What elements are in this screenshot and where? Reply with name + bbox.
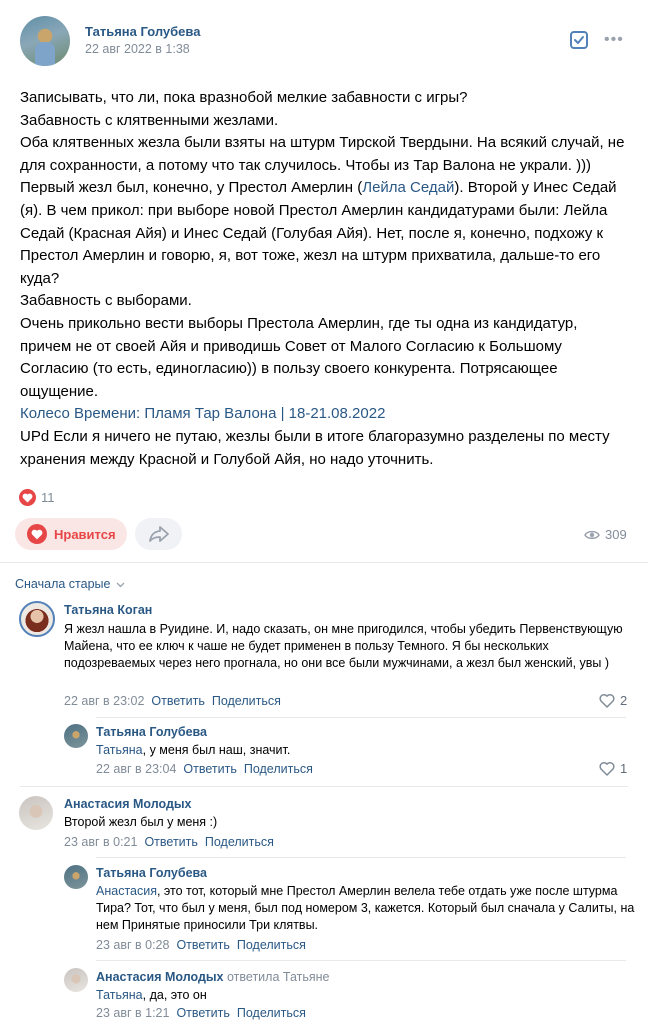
- post-paragraph: [20, 132, 630, 177]
- share-link[interactable]: Поделиться: [236, 1006, 306, 1020]
- share-link[interactable]: Поделиться: [204, 835, 274, 849]
- comment-avatar[interactable]: [19, 796, 53, 830]
- post-text-span: Забавность с выборами.: [20, 292, 192, 310]
- author-name[interactable]: Татьяна Голубева: [85, 24, 201, 39]
- comment-meta: [64, 694, 288, 708]
- comment-author[interactable]: [96, 970, 329, 984]
- post-paragraph: [20, 87, 630, 110]
- post-text-span: Очень прикольно вести выборы Престола Амерлин, где ты одна из кандидатур, причем не от своей Айя и приводишь Совет от Малого Согласию к Большому Согласию (то есть, единогласию)) в пользу своего конкурента. Потрясающее ощущение.: [20, 314, 578, 400]
- chevron-down-icon: [116, 582, 125, 588]
- comment-avatar[interactable]: [64, 968, 88, 992]
- comment-separator: [20, 786, 628, 787]
- reply-button[interactable]: Ответить: [176, 938, 230, 952]
- heart-icon[interactable]: [19, 489, 36, 506]
- comment-meta: [96, 1006, 313, 1020]
- comment-like[interactable]: [599, 761, 627, 776]
- like-count: 1: [620, 761, 628, 776]
- comment-text: Анастасия, это тот, который мне Престол Амерлин велела тебе отдать уже после штурма Тира? Тот, что был у меня, был под номером 3, кажется. Который был сначала у Салиты, на нем Принятые приносили Три клятвы.: [96, 884, 635, 932]
- more-dots-icon[interactable]: •••: [604, 31, 624, 48]
- reaction-count[interactable]: 11: [41, 490, 55, 505]
- comment-author[interactable]: Татьяна Голубева: [96, 866, 208, 880]
- replied-to[interactable]: ответила Татьяне: [227, 970, 330, 984]
- reply-button[interactable]: Ответить: [151, 694, 205, 708]
- author-avatar[interactable]: [20, 16, 70, 66]
- share-arrow-icon: [148, 525, 170, 543]
- post-text-span: ). Второй у Инес Седай (я). В чем прикол: при выборе новой Престол Амерлин кандидатурами были: Лейла Седай (Красная Айя) и Инес Седай (Голубая Айя). Нет, после я, конечно, подхожу к Престол Амерлин и говорю, я, вот тоже, жезл на штурм прихватила, дальше-то его куда?: [20, 179, 617, 287]
- addressee-link[interactable]: Татьяна: [96, 988, 143, 1002]
- sort-toggle[interactable]: [15, 577, 125, 591]
- addressee-link[interactable]: Татьяна: [96, 743, 143, 757]
- post-text-span: Оба клятвенных жезла были взяты на штурм Тирской Твердыни. На всякий случай, не для сохранности, а потому что так случилось. Чтобы из Тар Валона не украли. ))): [20, 134, 625, 174]
- share-link[interactable]: Поделиться: [243, 762, 313, 776]
- comment-date[interactable]: 22 авг в 23:02: [64, 694, 145, 708]
- comment-separator: [96, 857, 626, 858]
- bookmark-check-icon[interactable]: [570, 31, 588, 49]
- heart-icon: [27, 524, 47, 544]
- post-paragraph: [20, 110, 630, 133]
- reply-button[interactable]: Ответить: [183, 762, 237, 776]
- comment-avatar[interactable]: [64, 865, 88, 889]
- comment-author[interactable]: Анастасия Молодых: [64, 797, 192, 811]
- post-link[interactable]: Лейла Седай: [362, 179, 455, 197]
- comment-avatar[interactable]: [64, 724, 88, 748]
- comment-date[interactable]: 23 авг в 0:21: [64, 835, 138, 849]
- post-text-span: Первый жезл был, конечно, у Престол Амерлин (: [20, 179, 363, 197]
- sort-label: Сначала старые: [15, 577, 111, 591]
- views-count: 309: [605, 527, 627, 542]
- post-text-span: UPd Если я ничего не путаю, жезлы были в итоге благоразумно разделены по месту хранения между Красной и Голубой Айя, но надо уточнить.: [20, 427, 610, 468]
- post-paragraph: [20, 290, 630, 313]
- comment-date[interactable]: 23 авг в 0:28: [96, 938, 170, 952]
- comment-author[interactable]: Татьяна Голубева: [96, 725, 208, 739]
- share-link[interactable]: Поделиться: [211, 694, 281, 708]
- eye-icon: [584, 528, 600, 546]
- comment-meta: [64, 835, 281, 849]
- like-count: 2: [620, 693, 628, 708]
- post-link[interactable]: Колесо Времени: Пламя Тар Валона | 18-21.08.2022: [20, 405, 386, 423]
- addressee-link[interactable]: Анастасия: [96, 884, 157, 898]
- post-date[interactable]: 22 авг 2022 в 1:38: [85, 42, 190, 56]
- post-paragraph: [20, 313, 630, 403]
- comment-separator: [96, 717, 626, 718]
- comment-meta: [96, 762, 320, 776]
- share-button[interactable]: [135, 518, 182, 550]
- comment-like[interactable]: [599, 693, 627, 708]
- post-paragraph: [20, 426, 630, 471]
- comment-meta: [96, 938, 313, 952]
- comment-author-name[interactable]: Анастасия Молодых: [96, 970, 224, 984]
- like-button[interactable]: [15, 518, 127, 550]
- post-paragraph: [20, 403, 630, 426]
- post-paragraph: [20, 177, 630, 290]
- divider: [0, 562, 648, 563]
- comment-separator: [96, 960, 626, 961]
- comment-text: Я жезл нашла в Руидине. И, надо сказать, он мне пригодился, чтобы убедить Первенствующую Майена, что ее ключ к чаше не будет применен в пользу Темного. Я бы нескольких подозреваемых через него прогнала, но они все были мужчинами, а жезл был женский, увы ): [64, 622, 623, 670]
- heart-outline-icon: [599, 762, 615, 776]
- post-text-span: Забавность с клятвенными жезлами.: [20, 111, 279, 129]
- heart-outline-icon: [599, 694, 615, 708]
- reply-button[interactable]: Ответить: [144, 835, 198, 849]
- post-text: [20, 87, 630, 471]
- comment-date[interactable]: 23 авг в 1:21: [96, 1006, 170, 1020]
- comment-author[interactable]: Татьяна Коган: [64, 603, 153, 617]
- like-label: Нравится: [54, 526, 116, 542]
- post-text-span: Записывать, что ли, пока вразнобой мелкие забавности с игры?: [20, 89, 468, 106]
- comment-date[interactable]: 22 авг в 23:04: [96, 762, 177, 776]
- comment-avatar[interactable]: [19, 601, 55, 637]
- reply-button[interactable]: Ответить: [176, 1006, 230, 1020]
- share-link[interactable]: Поделиться: [236, 938, 306, 952]
- comment-text: Татьяна, у меня был наш, значит.: [96, 743, 291, 757]
- comment-text: Татьяна, да, это он: [96, 988, 207, 1002]
- comment-text: Второй жезл был у меня :): [64, 815, 218, 829]
